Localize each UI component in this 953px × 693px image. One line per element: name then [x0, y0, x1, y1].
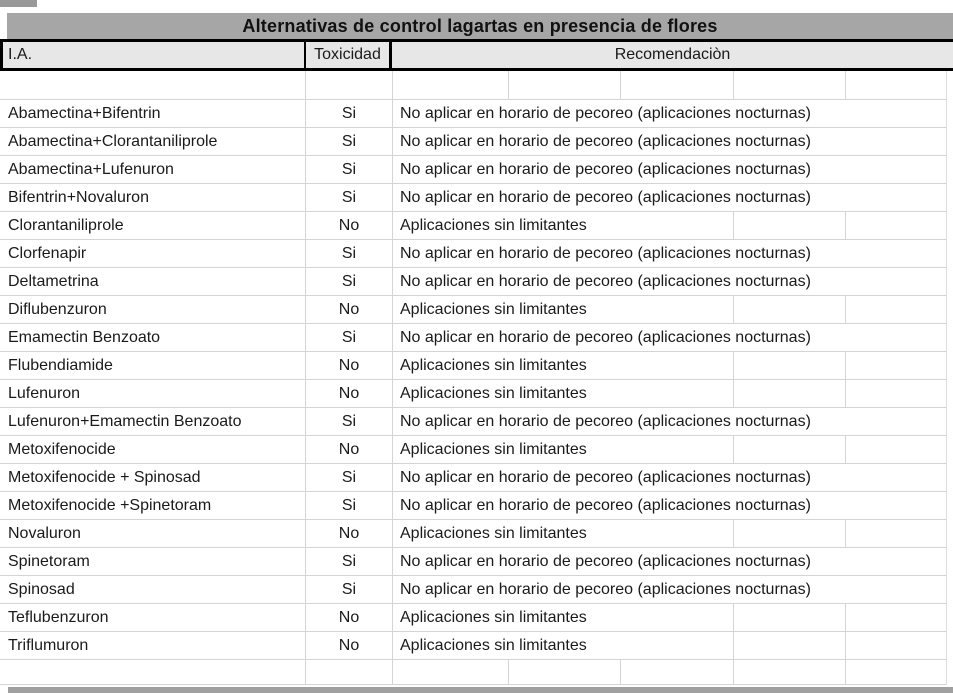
cell-recomendacion: Aplicaciones sin limitantes: [400, 216, 587, 234]
cell-toxicidad: Si: [306, 240, 393, 267]
cell-recomendacion: No aplicar en horario de pecoreo (aplicaciones nocturnas): [400, 104, 811, 122]
column-header-toxicidad: Toxicidad: [306, 42, 392, 68]
table-row: [0, 464, 947, 492]
table-row: [0, 604, 947, 632]
cell-ia: Bifentrin+Novaluron: [0, 184, 306, 211]
cell-recomendacion: No aplicar en horario de pecoreo (aplicaciones nocturnas): [400, 272, 811, 290]
cell-recomendacion: Aplicaciones sin limitantes: [400, 440, 587, 458]
cell-toxicidad: Si: [306, 184, 393, 211]
cell-ia: [0, 660, 306, 684]
cell-ia: Diflubenzuron: [0, 296, 306, 323]
table-row: [0, 408, 947, 436]
cell-toxicidad: Si: [306, 576, 393, 603]
cell-toxicidad: Si: [306, 408, 393, 435]
cell-ia: Spinosad: [0, 576, 306, 603]
bottom-gray-bar: [8, 687, 953, 693]
cell-toxicidad: Si: [306, 324, 393, 351]
cell-toxicidad: No: [306, 604, 393, 631]
table-row: [0, 268, 947, 296]
table-body: [0, 71, 947, 685]
cell-ia: [0, 71, 306, 99]
cell-ia: Abamectina+Lufenuron: [0, 156, 306, 183]
cell-recomendacion: No aplicar en horario de pecoreo (aplicaciones nocturnas): [400, 188, 811, 206]
cell-recomendacion: [393, 660, 946, 684]
table-row: [0, 296, 947, 324]
cell-recomendacion: Aplicaciones sin limitantes: [400, 524, 587, 542]
cell-toxicidad: Si: [306, 548, 393, 575]
cell-recomendacion: No aplicar en horario de pecoreo (aplicaciones nocturnas): [400, 244, 811, 262]
cell-ia: Metoxifenocide: [0, 436, 306, 463]
cell-recomendacion: No aplicar en horario de pecoreo (aplicaciones nocturnas): [400, 132, 811, 150]
table-row: [0, 240, 947, 268]
table-row: [0, 352, 947, 380]
table-row: [0, 576, 947, 604]
cell-toxicidad: No: [306, 212, 393, 239]
cell-recomendacion: No aplicar en horario de pecoreo (aplicaciones nocturnas): [400, 468, 811, 486]
cell-ia: Spinetoram: [0, 548, 306, 575]
cell-recomendacion: Aplicaciones sin limitantes: [400, 356, 587, 374]
cell-ia: Flubendiamide: [0, 352, 306, 379]
top-left-gray-block: [0, 0, 37, 7]
cell-recomendacion: Aplicaciones sin limitantes: [400, 384, 587, 402]
cell-toxicidad: Si: [306, 464, 393, 491]
cell-toxicidad: No: [306, 632, 393, 659]
cell-ia: Teflubenzuron: [0, 604, 306, 631]
cell-toxicidad: Si: [306, 268, 393, 295]
column-header-recomendacion: Recomendaciòn: [614, 46, 731, 63]
cell-toxicidad: No: [306, 296, 393, 323]
table-row: [0, 492, 947, 520]
cell-toxicidad: No: [306, 520, 393, 547]
table-row: [0, 71, 947, 100]
cell-ia: Clorfenapir: [0, 240, 306, 267]
cell-recomendacion: Aplicaciones sin limitantes: [400, 300, 587, 318]
cell-ia: Abamectina+Bifentrin: [0, 100, 306, 127]
table-row: [0, 520, 947, 548]
cell-toxicidad: Si: [306, 100, 393, 127]
cell-toxicidad: No: [306, 436, 393, 463]
cell-ia: Metoxifenocide + Spinosad: [0, 464, 306, 491]
cell-ia: Lufenuron+Emamectin Benzoato: [0, 408, 306, 435]
cell-ia: Novaluron: [0, 520, 306, 547]
cell-ia: Abamectina+Clorantaniliprole: [0, 128, 306, 155]
cell-recomendacion: No aplicar en horario de pecoreo (aplicaciones nocturnas): [400, 160, 811, 178]
cell-recomendacion: No aplicar en horario de pecoreo (aplicaciones nocturnas): [400, 496, 811, 514]
cell-toxicidad: [306, 71, 393, 99]
table-row: [0, 548, 947, 576]
cell-toxicidad: No: [306, 380, 393, 407]
column-header-ia: I.A.: [3, 42, 306, 68]
cell-recomendacion: No aplicar en horario de pecoreo (aplicaciones nocturnas): [400, 328, 811, 346]
cell-ia: Deltametrina: [0, 268, 306, 295]
cell-ia: Emamectin Benzoato: [0, 324, 306, 351]
cell-ia: Lufenuron: [0, 380, 306, 407]
cell-recomendacion: Aplicaciones sin limitantes: [400, 608, 587, 626]
cell-toxicidad: Si: [306, 492, 393, 519]
cell-recomendacion: No aplicar en horario de pecoreo (aplicaciones nocturnas): [400, 412, 811, 430]
cell-toxicidad: Si: [306, 128, 393, 155]
cell-toxicidad: No: [306, 352, 393, 379]
table-row: [0, 324, 947, 352]
cell-ia: Triflumuron: [0, 632, 306, 659]
cell-recomendacion: No aplicar en horario de pecoreo (aplicaciones nocturnas): [400, 552, 811, 570]
cell-recomendacion: Aplicaciones sin limitantes: [400, 636, 587, 654]
table-title: Alternativas de control lagartas en presencia de flores: [242, 15, 718, 36]
table-header-row: [0, 39, 953, 71]
cell-recomendacion: [393, 71, 946, 99]
table-row: [0, 212, 947, 240]
table-title-bar: [7, 13, 953, 39]
table-row: [0, 380, 947, 408]
table-row: [0, 436, 947, 464]
cell-ia: Clorantaniliprole: [0, 212, 306, 239]
cell-toxicidad: [306, 660, 393, 684]
table-row: [0, 660, 947, 685]
table-row: [0, 632, 947, 660]
table-row: [0, 128, 947, 156]
cell-toxicidad: Si: [306, 156, 393, 183]
table-row: [0, 100, 947, 128]
cell-ia: Metoxifenocide +Spinetoram: [0, 492, 306, 519]
cell-recomendacion: No aplicar en horario de pecoreo (aplicaciones nocturnas): [400, 580, 811, 598]
table-row: [0, 156, 947, 184]
table-row: [0, 184, 947, 212]
